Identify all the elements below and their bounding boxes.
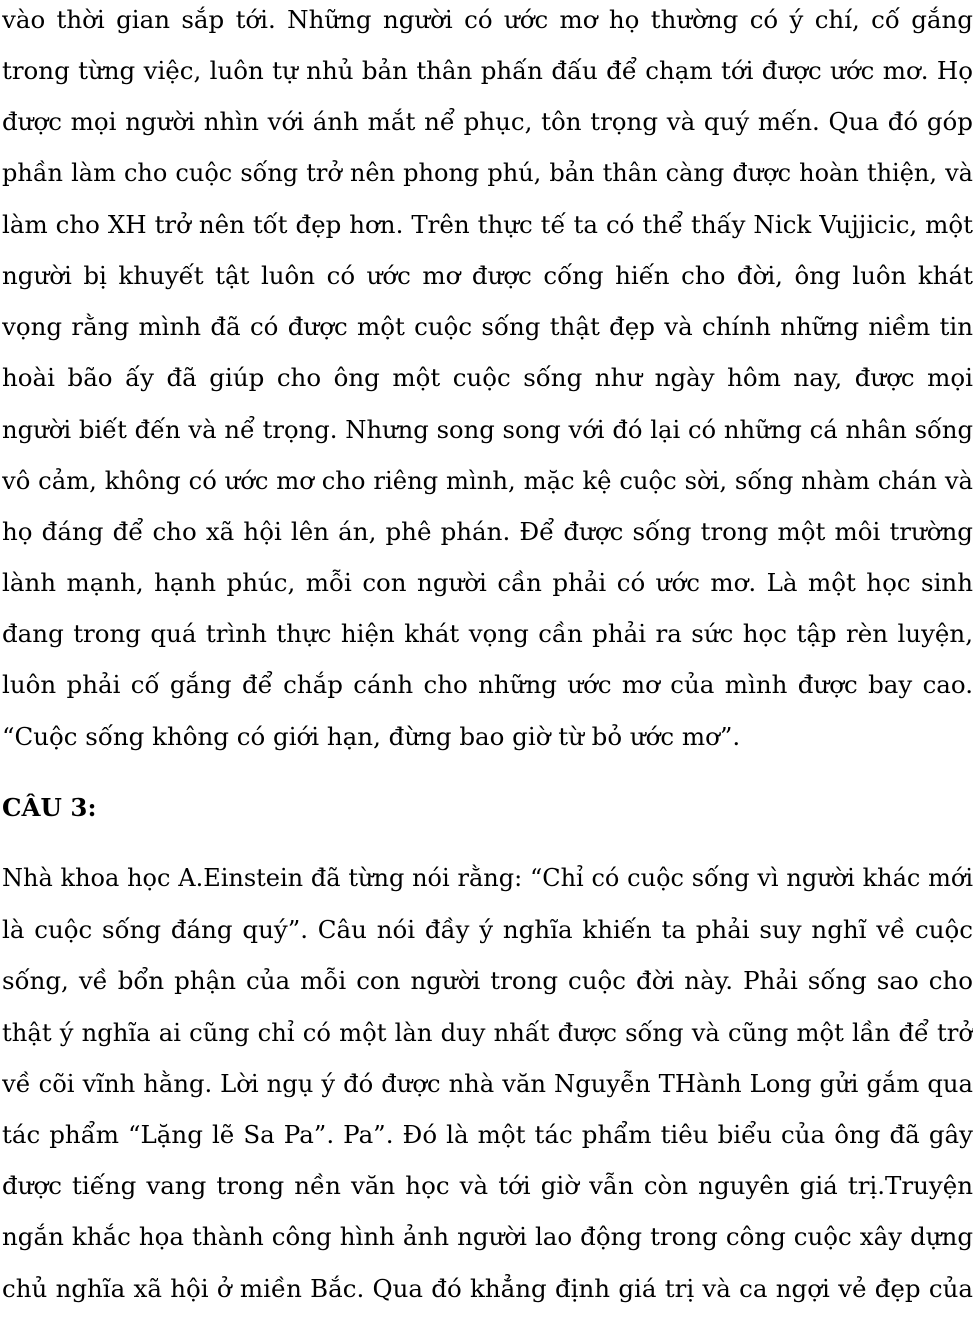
text-line: tác phẩm “Lặng lẽ Sa Pa”. Pa”. Đó là một tác phẩm tiêu biểu của ông đã gây (2, 1119, 973, 1149)
paragraph-einstein (2, 853, 973, 1314)
text-line: sống, về bổn phận của mỗi con người trong cuộc đời này. Phải sống sao cho (2, 966, 973, 996)
section-heading: CÂU 3: (2, 793, 97, 822)
paragraph-dreams (2, 0, 973, 762)
text-line: về cõi vĩnh hằng. Lời ngụ ý đó được nhà văn Nguyễn THành Long gửi gắm qua (2, 1068, 973, 1098)
text-line: người biết đến và nể trọng. Nhưng song song với đó lại có những cá nhân sống (2, 414, 973, 444)
text-line: làm cho XH trở nên tốt đẹp hơn. Trên thực tế ta có thể thấy Nick Vujjicic, một (2, 209, 973, 239)
text-line: luôn phải cố gắng để chắp cánh cho những ước mơ của mình được bay cao. (2, 670, 973, 700)
text-line-quote: “Cuộc sống không có giới hạn, đừng bao giờ từ bỏ ước mơ”. (2, 721, 741, 751)
text-line: chủ nghĩa xã hội ở miền Bắc. Qua đó khẳng định giá trị và ca ngợi vẻ đẹp của (2, 1273, 973, 1303)
text-line: thật ý nghĩa ai cũng chỉ có một làn duy nhất được sống và cũng một lần để trở (2, 1017, 973, 1047)
text-line: trong từng việc, luôn tự nhủ bản thân phấn đấu để chạm tới được ước mơ. Họ (2, 56, 973, 86)
text-line: là cuộc sống đáng quý”. Câu nói đầy ý nghĩa khiến ta phải suy nghĩ về cuộc (2, 915, 973, 945)
text-line: vô cảm, không có ước mơ cho riêng mình, mặc kệ cuộc sời, sống nhàm chán và (2, 465, 973, 495)
text-line: ngắn khắc họa thành công hình ảnh người lao động trong công cuộc xây dựng (2, 1222, 973, 1252)
text-line: được tiếng vang trong nền văn học và tới giờ vẫn còn nguyên giá trị.Truyện (2, 1171, 973, 1201)
text-line: được mọi người nhìn với ánh mắt nể phục, tôn trọng và quý mến. Qua đó góp (2, 107, 973, 137)
text-line: Nhà khoa học A.Einstein đã từng nói rằng: “Chỉ có cuộc sống vì người khác mới (2, 864, 973, 892)
text-line: vào thời gian sắp tới. Những người có ước mơ họ thường có ý chí, cố gắng (2, 5, 973, 34)
text-line: phần làm cho cuộc sống trở nên phong phú, bản thân càng được hoàn thiện, và (2, 158, 973, 187)
text-line: đang trong quá trình thực hiện khát vọng cần phải ra sức học tập rèn luyện, (2, 619, 973, 649)
text-line: lành mạnh, hạnh phúc, mỗi con người cần phải có ước mơ. Là một học sinh (2, 568, 973, 598)
text-line: họ đáng để cho xã hội lên án, phê phán. Để được sống trong một môi trường (2, 516, 973, 546)
text-line: hoài bão ấy đã giúp cho ông một cuộc sống như ngày hôm nay, được mọi (2, 363, 973, 393)
text-line: người bị khuyết tật luôn có ước mơ được cống hiến cho đời, ông luôn khát (2, 260, 973, 290)
text-line: vọng rằng mình đã có được một cuộc sống thật đẹp và chính những niềm tin (2, 312, 973, 342)
